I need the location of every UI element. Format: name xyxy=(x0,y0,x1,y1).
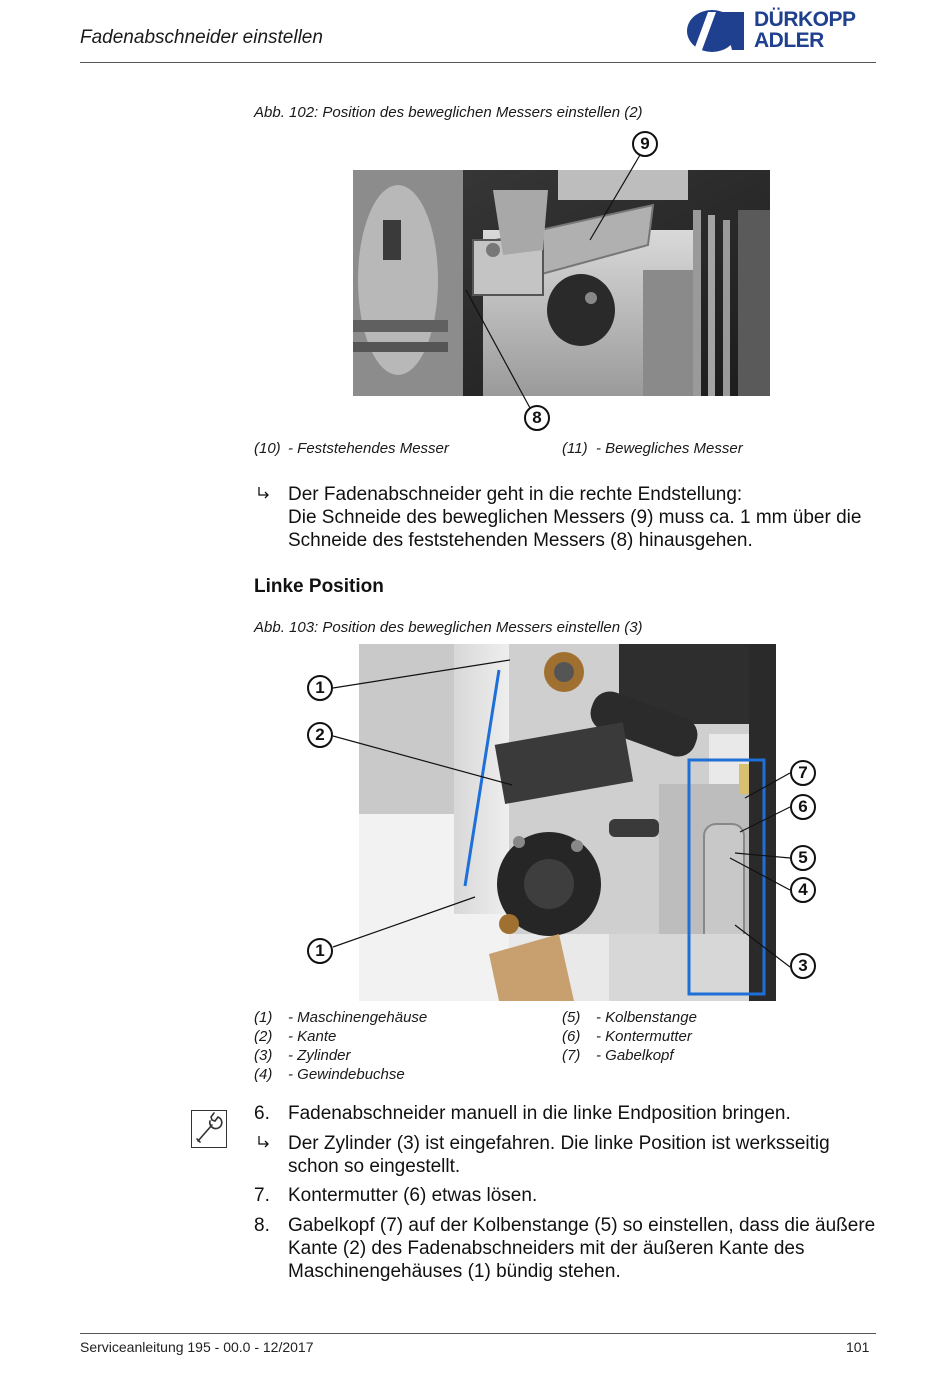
figure2-caption: Abb. 103: Position des beweglichen Messers einstellen (3) xyxy=(254,619,643,636)
legend-number: (10) xyxy=(254,440,281,457)
figure1-legend-item-10 xyxy=(254,440,449,457)
step-7-number: 7. xyxy=(254,1185,270,1206)
legend-number: (4) xyxy=(254,1066,273,1083)
result1-line1: Der Fadenabschneider geht in die rechte Endstellung: xyxy=(288,484,743,505)
callout-1-bottom: 1 xyxy=(307,938,333,964)
legend-number: (6) xyxy=(562,1028,581,1045)
step-8-line3: Maschinengehäuses (1) bündig stehen. xyxy=(288,1261,621,1282)
result1-line3: Schneide des feststehenden Messers (8) hinausgehen. xyxy=(288,530,753,551)
page-header-title: Fadenabschneider einstellen xyxy=(80,27,323,48)
result1-line2: Die Schneide des beweglichen Messers (9) muss ca. 1 mm über die xyxy=(288,507,862,528)
legend-text: - Gabelkopf xyxy=(596,1047,674,1064)
footer-page-number: 101 xyxy=(846,1339,870,1355)
step-6-text: Fadenabschneider manuell in die linke Endposition bringen. xyxy=(288,1103,791,1124)
legend-text: - Gewindebuchse xyxy=(288,1066,405,1083)
result-arrow-icon xyxy=(256,486,272,507)
footer-document-id: Serviceanleitung 195 - 00.0 - 12/2017 xyxy=(80,1339,314,1355)
callout-9: 9 xyxy=(632,131,658,157)
callout-1-top: 1 xyxy=(307,675,333,701)
step-6-result-line2: schon so eingestellt. xyxy=(288,1156,461,1177)
footer-rule xyxy=(80,1333,876,1334)
step-6-number: 6. xyxy=(254,1103,270,1124)
legend-number: (7) xyxy=(562,1047,581,1064)
callout-6: 6 xyxy=(790,794,816,820)
legend-number: (5) xyxy=(562,1009,581,1026)
legend-text: - Feststehendes Messer xyxy=(288,440,449,457)
result1-text xyxy=(288,483,861,552)
legend-number: (11) xyxy=(562,440,588,457)
figure1-leader-lines xyxy=(0,0,950,450)
figure1-caption: Abb. 102: Position des beweglichen Messers einstellen (2) xyxy=(254,104,643,121)
figure2-legend-left xyxy=(254,1008,427,1084)
legend-item xyxy=(562,1027,697,1046)
legend-item xyxy=(254,1046,427,1065)
step-8-line1: Gabelkopf (7) auf der Kolbenstange (5) so einstellen, dass die äußere xyxy=(288,1215,876,1236)
logo-line2: ADLER xyxy=(754,29,824,52)
callout-3: 3 xyxy=(790,953,816,979)
step-8-line2: Kante (2) des Fadenabschneiders mit der äußeren Kante des xyxy=(288,1238,805,1259)
legend-text: - Kontermutter xyxy=(596,1028,692,1045)
step-7-text: Kontermutter (6) etwas lösen. xyxy=(288,1185,538,1206)
legend-text: - Zylinder xyxy=(288,1047,351,1064)
legend-text: - Maschinengehäuse xyxy=(288,1009,428,1026)
callout-4: 4 xyxy=(790,877,816,903)
legend-item xyxy=(562,1008,697,1027)
legend-number: (2) xyxy=(254,1028,273,1045)
legend-item xyxy=(562,1046,697,1065)
callout-8: 8 xyxy=(524,405,550,431)
section-heading: Linke Position xyxy=(254,576,384,597)
figure1-legend-item-11 xyxy=(562,440,743,457)
figure2-legend-right xyxy=(562,1008,697,1065)
step-6-result-line1: Der Zylinder (3) ist eingefahren. Die linke Position ist werksseitig xyxy=(288,1133,830,1154)
step-6-result xyxy=(288,1132,830,1178)
legend-number: (3) xyxy=(254,1047,273,1064)
legend-text: - Kante xyxy=(288,1028,337,1045)
callout-2: 2 xyxy=(307,722,333,748)
legend-text: - Bewegliches Messer xyxy=(596,440,743,457)
step-8-number: 8. xyxy=(254,1215,270,1236)
result-arrow-icon xyxy=(256,1135,272,1156)
callout-5: 5 xyxy=(790,845,816,871)
wrench-icon xyxy=(191,1110,227,1148)
legend-item xyxy=(254,1027,427,1046)
logo-line1: DÜRKOPP xyxy=(754,8,856,31)
legend-item xyxy=(254,1065,427,1084)
legend-text: - Kolbenstange xyxy=(596,1009,697,1026)
legend-item xyxy=(254,1008,427,1027)
step-8-text xyxy=(288,1214,875,1283)
legend-number: (1) xyxy=(254,1009,273,1026)
callout-7: 7 xyxy=(790,760,816,786)
